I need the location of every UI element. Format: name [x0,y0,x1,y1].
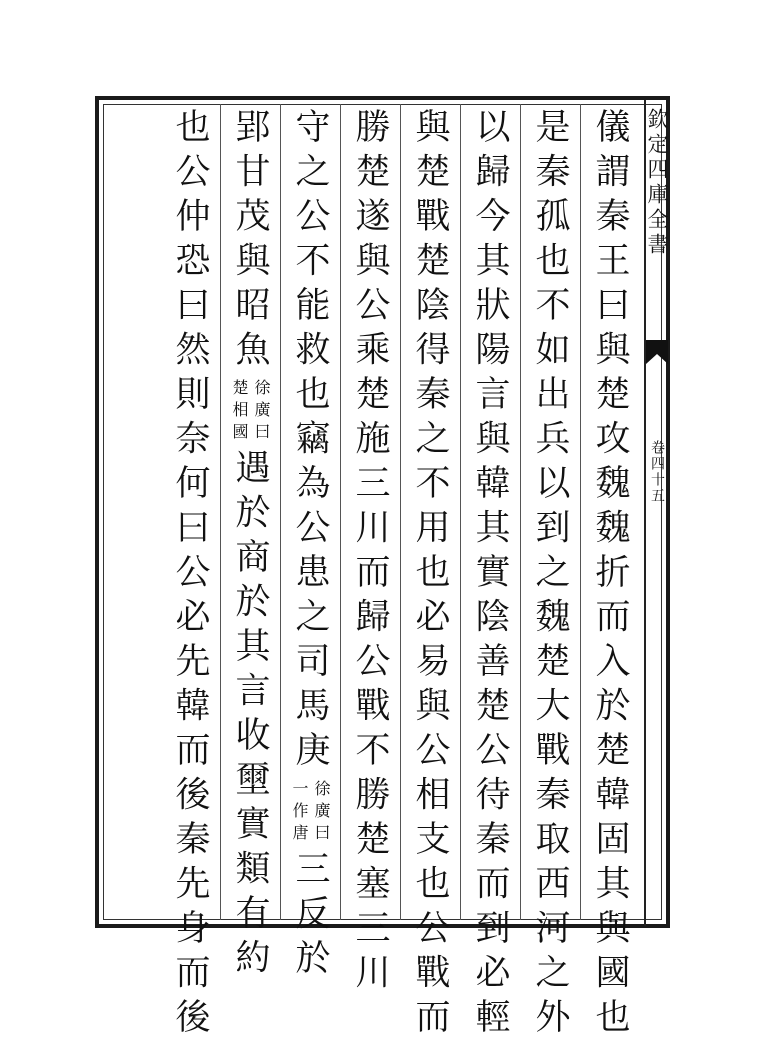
column-rule [460,104,461,920]
column-text: 守之公不能救也竊為公患之司馬庚 [290,108,330,776]
column-rule [520,104,521,920]
commentary-line: 徐廣曰 [312,779,331,846]
column-text: 與楚戰楚陰得秦之不用也必易與公相支也公戰而 [410,108,450,1043]
commentary-line: 楚相國 [230,379,249,445]
text-column [467,108,513,1043]
text-column [287,108,333,983]
column-rule [220,104,221,920]
text-column [407,108,453,1043]
column-text: 儀謂秦王曰與楚攻魏魏折而入於楚韓固其與國也 [590,108,630,1043]
text-column [587,108,633,1043]
column-rule [280,104,281,920]
column-text: 也公仲恐曰然則奈何曰公必先韓而後秦先身而後 [170,108,210,1043]
column-rule [400,104,401,920]
margin-title: 欽定四庫全書 [645,108,669,258]
column-rule [580,104,581,920]
text-column [527,108,573,1043]
text-column [347,108,393,998]
text-column [227,108,273,983]
column-text: 郢甘茂與昭魚 [230,108,270,375]
commentary-line: 徐廣曰 [252,379,271,445]
column-text: 以歸今其狀陽言與韓其實陰善楚公待秦而到必輕 [470,108,510,1043]
fishtail-mark-icon [646,338,668,368]
text-column [167,108,213,1043]
commentary-note [287,780,333,846]
column-text: 遇於商於其言收壐實類有約 [230,449,270,983]
commentary-line: 一作唐 [290,779,309,846]
column-text: 是秦孤也不如出兵以到之魏楚大戰秦取西河之外 [530,108,570,1043]
commentary-note [227,379,273,445]
column-rule [340,104,341,920]
column-text: 三反於 [290,849,330,983]
column-text: 勝楚遂與公乘楚施三川而歸公戰不勝楚塞三川 [350,108,390,998]
volume-label: 卷四十五 [649,440,665,504]
